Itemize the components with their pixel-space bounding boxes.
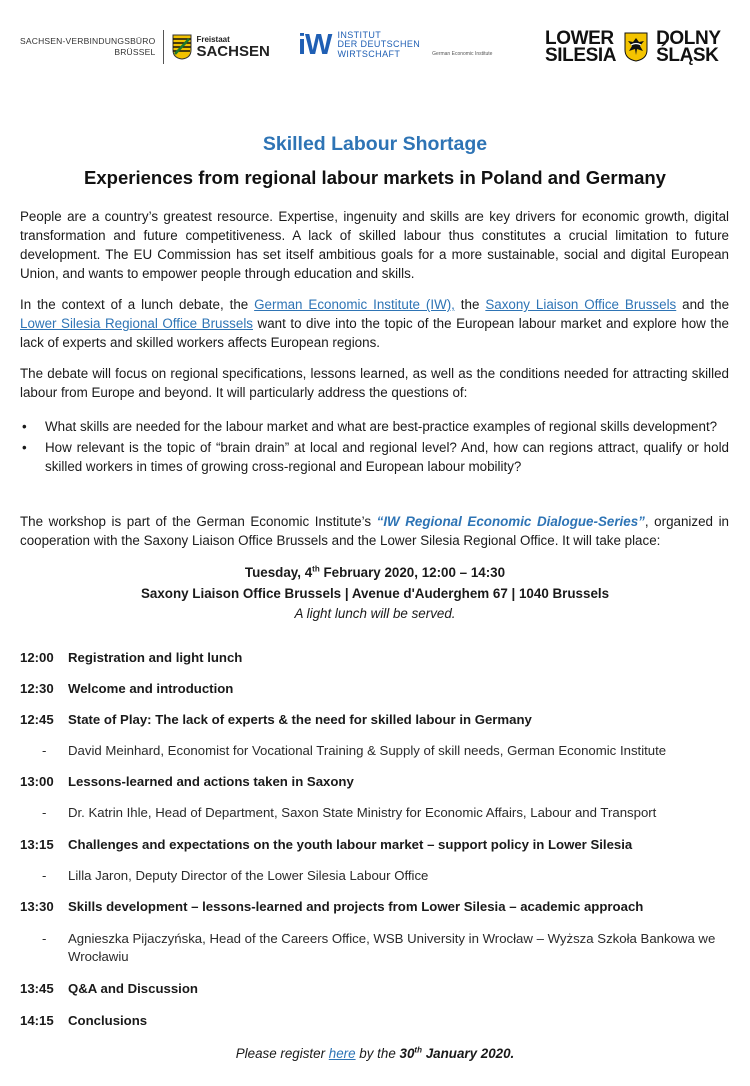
agenda-item: Q&A and Discussion — [68, 981, 198, 996]
workshop-paragraph: The workshop is part of the German Economic Institute’s “IW Regional Economic Dialogue-Series”, organized in cooperation with the Saxony Liaison Office Brussels and the Lower Silesia Regional Office. It will take place: — [20, 514, 729, 548]
agenda-time: 13:45 — [20, 981, 54, 996]
document-title: Skilled Labour Shortage — [262, 133, 488, 155]
agenda-item: Skills development – lessons-learned and projects from Lower Silesia – academic approach — [68, 899, 644, 914]
event-date: Tuesday, 4th February 2020, 12:00 – 14:30 — [244, 564, 506, 580]
context-paragraph: In the context of a lunch debate, the German Economic Institute (IW), the Saxony Liaison Office Brussels and the Lower Silesia Regional Office Brussels want to dive into the topic of the European labour market and explore how the lack of experts and skilled workers affects European regions. — [20, 297, 730, 350]
question-list — [20, 417, 729, 478]
agenda-time: 13:30 — [20, 899, 54, 914]
agenda-item: State of Play: The lack of experts & the need for skilled labour in Germany — [68, 712, 532, 727]
register-link[interactable]: here — [328, 1046, 356, 1061]
document-subtitle: Experiences from regional labour markets in Poland and Germany — [84, 167, 666, 188]
speaker: Agnieszka Pijaczyńska, Head of the Careers Office, WSB University in Wrocław – Wyższa Szkoła Bankowa we Wrocławiu — [68, 931, 716, 964]
event-venue: Saxony Liaison Office Brussels | Avenue d'Auderghem 67 | 1040 Brussels — [140, 586, 610, 601]
debate-paragraph: The debate will focus on regional specifications, lessons learned, as well as the conditions needed for attracting skilled labour from Europe and beyond. It will particularly address the questions of: — [20, 366, 729, 400]
logo-bar — [20, 30, 730, 70]
bullet-icon: • — [22, 419, 27, 434]
saxony-liaison-logo: SACHSEN-VERBINDUNGSBÜRO BRÜSSEL Freistaat SACHSEN — [20, 30, 270, 64]
speaker: Lilla Jaron, Deputy Director of the Lower Silesia Labour Office — [68, 868, 429, 883]
list-item: • What skills are needed for the labour market and what are best-practice examples of regional skills development? — [22, 419, 718, 434]
iw-link[interactable]: German Economic Institute (IW), — [254, 297, 455, 312]
series-name: “IW Regional Economic Dialogue-Series” — [376, 514, 645, 529]
agenda-time: 12:00 — [20, 650, 54, 665]
agenda-time: 12:30 — [20, 681, 54, 696]
agenda-item: Conclusions — [68, 1013, 148, 1028]
lunch-note: A light lunch will be served. — [294, 606, 456, 621]
speaker: Dr. Katrin Ihle, Head of Department, Saxon State Ministry for Economic Affairs, Labour and Transport — [68, 805, 657, 820]
logo-divider — [163, 30, 164, 64]
lower-silesia-office-link[interactable]: Lower Silesia Regional Office Brussels — [20, 316, 253, 331]
agenda-time: 13:00 — [20, 774, 54, 789]
registration-note: Please register here by the 30th January 2020. — [235, 1045, 515, 1061]
speaker: David Meinhard, Economist for Vocational Training & Supply of skill needs, German Economic Institute — [68, 743, 667, 758]
saxony-crest-icon — [172, 34, 192, 60]
eagle-shield-icon — [624, 32, 648, 62]
agenda-item: Welcome and introduction — [68, 681, 234, 696]
agenda-time: 14:15 — [20, 1013, 54, 1028]
agenda-time: 12:45 — [20, 712, 54, 727]
saxony-office-link[interactable]: Saxony Liaison Office Brussels — [485, 297, 677, 312]
agenda-item: Registration and light lunch — [68, 650, 243, 665]
intro-paragraph: People are a country’s greatest resource. Expertise, ingenuity and skills are key drivers for economic growth, digital transformation and future competitiveness. A lack of skilled labour thus constitutes a crucial limitation to future development. The EU Commission has set itself ambitious goals for a more sustainable, social and digital European Union, and wants to empower people through education and skills. — [20, 209, 729, 281]
agenda-time: 13:15 — [20, 837, 54, 852]
bullet-icon: • — [22, 440, 27, 455]
iw-logo: iW INSTITUT DER DEUTSCHEN WIRTSCHAFT German Economic Institute — [298, 29, 493, 61]
lower-silesia-logo: LOWER SILESIA DOLNY ŚLĄSK — [545, 28, 721, 66]
agenda-item: Challenges and expectations on the youth labour market – support policy in Lower Silesia — [68, 837, 633, 852]
list-item: • How relevant is the topic of “brain drain” at local and regional level? And, how can regions attract, qualify or hold skilled workers in times of growing cross-regional and European labour mobility? — [22, 440, 729, 474]
agenda-item: Lessons-learned and actions taken in Saxony — [68, 774, 354, 789]
